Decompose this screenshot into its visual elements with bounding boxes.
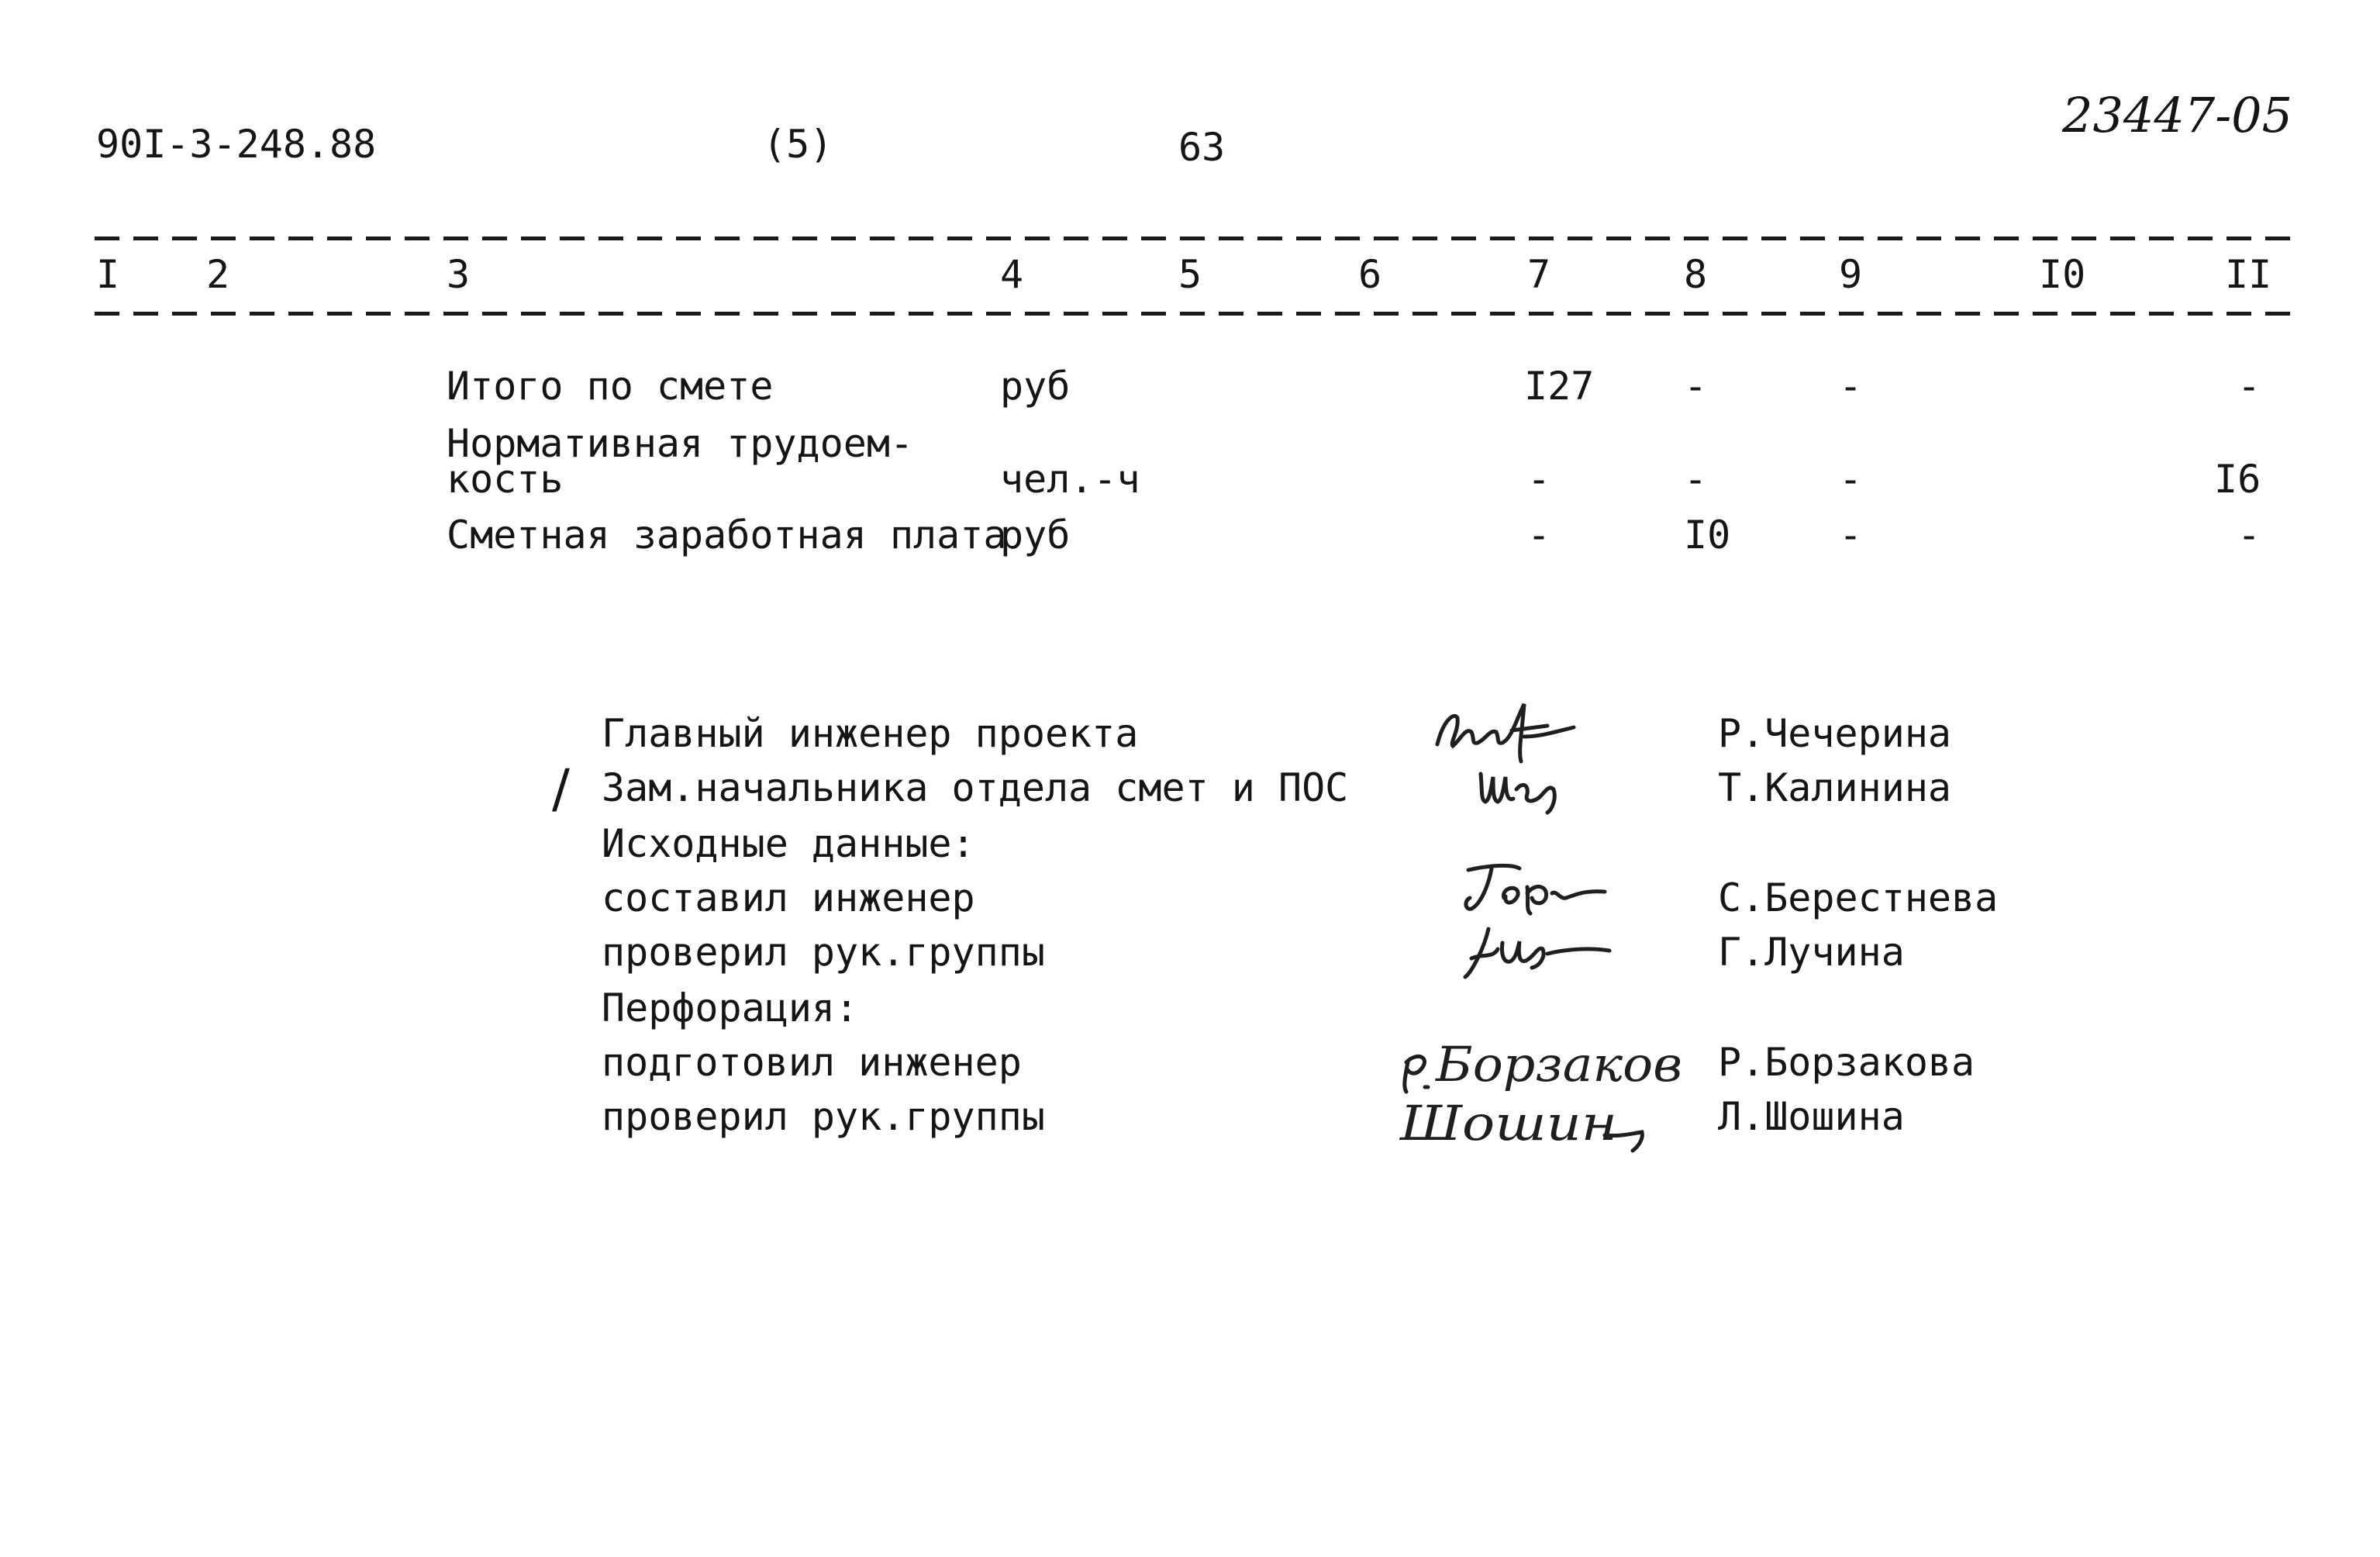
section-heading: Перфорация: <box>602 986 859 1031</box>
column-header-1: I <box>96 252 120 297</box>
row-col11-value: - <box>2237 364 2261 409</box>
page-number: 63 <box>1178 125 1226 170</box>
row-unit: руб <box>1000 513 1071 558</box>
signature-checherina <box>1431 696 1586 766</box>
signature-role: Главный инженер проекта <box>602 711 1139 756</box>
row-col9-value: - <box>1839 513 1863 558</box>
document-code: 90I-3-248.88 <box>96 122 377 167</box>
header-top-dashed-rule <box>95 236 2296 240</box>
row-col9-value: - <box>1839 364 1863 409</box>
row-name-line1: Нормативная трудоем- <box>447 421 914 466</box>
row-col8-value: I0 <box>1684 513 1731 558</box>
margin-mark: / <box>552 758 570 820</box>
column-header-8: 8 <box>1684 252 1708 297</box>
signatory-name: Т.Калинина <box>1718 765 1952 810</box>
column-header-4: 4 <box>1000 252 1024 297</box>
signature-role: составил инженер <box>602 875 975 920</box>
header-bottom-dashed-rule <box>95 312 2296 316</box>
column-header-3: 3 <box>447 252 471 297</box>
column-header-10: I0 <box>2039 252 2086 297</box>
row-col7-value: - <box>1527 457 1551 502</box>
signature-role: Зам.начальника отдела смет и ПОС <box>602 765 1349 810</box>
signature-shoshina <box>1395 1090 1659 1160</box>
archive-number: 23447-05 <box>2062 87 2293 143</box>
row-name: Итого по смете <box>447 364 774 409</box>
section-heading: Исходные данные: <box>602 821 975 866</box>
signature-kalinina <box>1473 758 1589 820</box>
signature-role: проверил рук.группы <box>602 930 1045 975</box>
signatory-name: Р.Борзакова <box>1718 1040 1975 1085</box>
row-col11-value: I6 <box>2214 457 2261 502</box>
column-header-5: 5 <box>1178 252 1202 297</box>
row-unit: чел.-ч <box>1000 457 1140 502</box>
signatory-name: Р.Чечерина <box>1718 711 1952 756</box>
row-col8-value: - <box>1684 457 1708 502</box>
column-header-9: 9 <box>1839 252 1863 297</box>
signature-role: проверил рук.группы <box>602 1094 1045 1139</box>
signatory-name: Г.Лучина <box>1718 930 1905 975</box>
row-unit: руб <box>1000 364 1071 409</box>
svg-text:Шошин: Шошин <box>1399 1095 1617 1151</box>
row-col7-value: I27 <box>1524 364 1595 409</box>
signature-luchina <box>1457 918 1613 988</box>
signatory-name: С.Берестнева <box>1718 875 1999 920</box>
row-name-line2: кость <box>447 457 564 502</box>
signature-role: подготовил инженер <box>602 1040 1022 1085</box>
sheet-reference: (5) <box>763 122 833 167</box>
signatory-name: Л.Шошина <box>1718 1094 1905 1139</box>
column-header-7: 7 <box>1527 252 1551 297</box>
svg-text:Борзаков: Борзаков <box>1434 1036 1682 1093</box>
row-col9-value: - <box>1839 457 1863 502</box>
row-name: Сметная заработная плата <box>447 513 1007 558</box>
row-col11-value: - <box>2237 513 2261 558</box>
row-col8-value: - <box>1684 364 1708 409</box>
row-col7-value: - <box>1527 513 1551 558</box>
column-header-11: II <box>2225 252 2272 297</box>
column-header-6: 6 <box>1358 252 1382 297</box>
column-header-2: 2 <box>206 252 230 297</box>
